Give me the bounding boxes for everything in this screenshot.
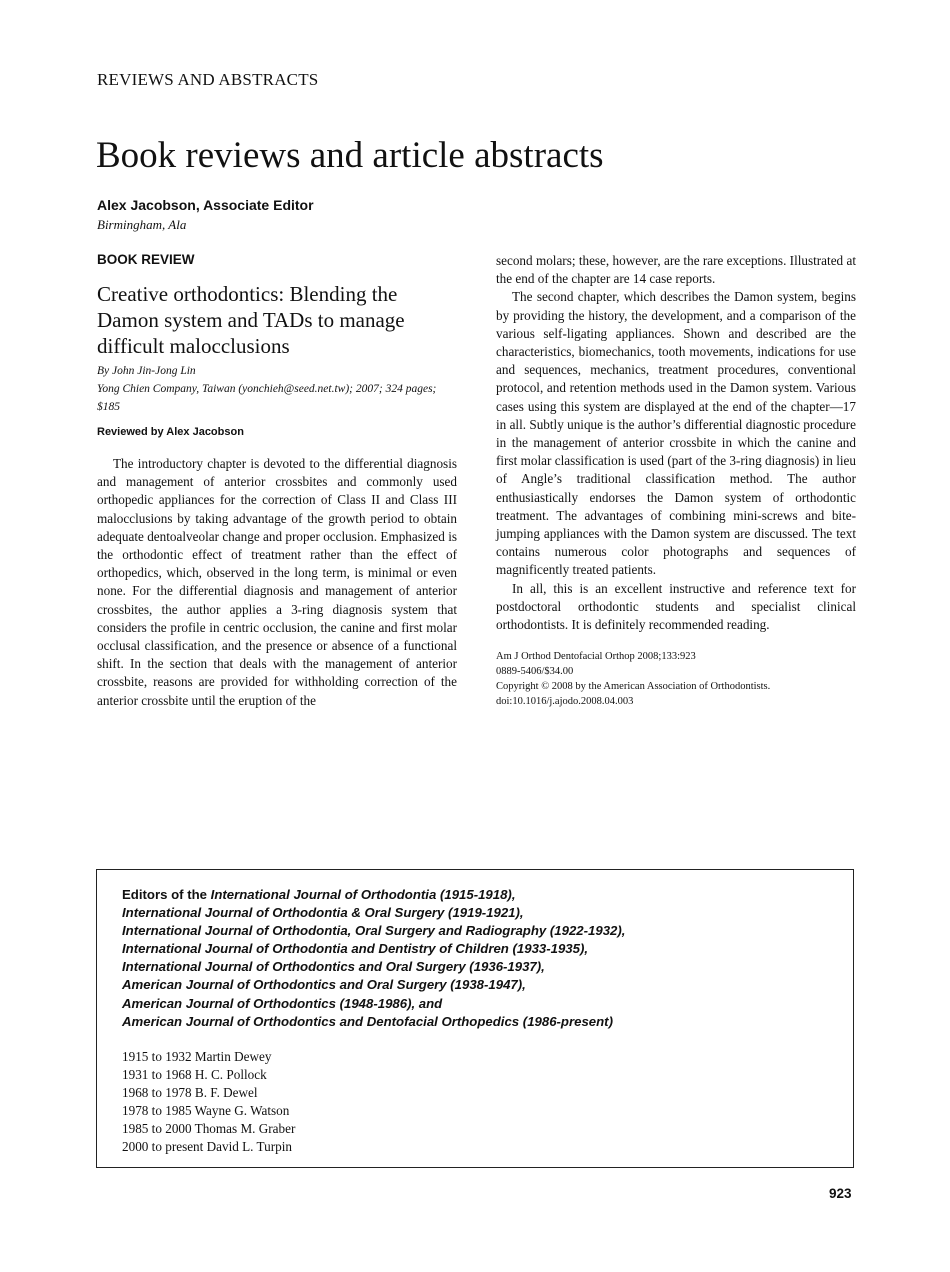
- citation-journal: Am J Orthod Dentofacial Orthop 2008;133:923: [496, 651, 696, 663]
- associate-editor: Alex Jacobson, Associate Editor: [97, 197, 314, 213]
- review-paragraph: second molars; these, however, are the rare exceptions. Illustrated at the end of the chapter are 14 case reports.: [496, 253, 856, 287]
- journal-name: International Journal of Orthodontia & Oral Surgery (1919-1921),: [122, 905, 524, 921]
- editor-entry: 1978 to 1985 Wayne G. Watson: [122, 1103, 290, 1119]
- book-review-label: BOOK REVIEW: [97, 252, 195, 267]
- review-paragraph: In all, this is an excellent instructive and reference text for postdoctoral orthodontic students and specialist clinical orthodontists. It is definitely recommended reading.: [496, 580, 856, 633]
- editors-intro: Editors of the: [122, 887, 211, 902]
- editor-entry: 1968 to 1978 B. F. Dewel: [122, 1085, 258, 1101]
- book-author: By John Jin-Jong Lin: [97, 365, 196, 377]
- citation-block: [496, 650, 856, 709]
- right-column: [496, 252, 856, 709]
- page-title: Book reviews and article abstracts: [96, 135, 604, 176]
- journal-name: International Journal of Orthodontics and Oral Surgery (1936-1937),: [122, 959, 545, 975]
- review-paragraph: The second chapter, which describes the Damon system, begins by providing the history, the development, and a comparison of the various self-ligating appliances. Shown and described are the characteristics, biomechanics, tooth movements, indications for use and sequences, mechanics, treatment procedures, conventional protocol, and retention methods used in the Damon system. Various cases using this system are displayed at the end of the chapter—17 in all. Subtly unique is the author’s differential diagnostic procedure in the management of anterior crossbite in which the canine and first molar classification is used (part of the 3-ring diagnosis) in lieu of Angle’s traditional classification method. The author enthusiastically endorses the Damon system of orthodontic treatment. The advantages of combining mini-screws and bite-jumping appliances with the Damon system are discussed. The text contains numerous color photographs and sequences of magnificently treated patients.: [496, 289, 856, 578]
- editor-entry: 1985 to 2000 Thomas M. Graber: [122, 1121, 296, 1137]
- journal-name: International Journal of Orthodontia and Dentistry of Children (1933-1935),: [122, 941, 589, 957]
- journal-name: American Journal of Orthodontics (1948-1986), and: [122, 995, 443, 1011]
- editor-entry: 1931 to 1968 H. C. Pollock: [122, 1067, 267, 1083]
- journal-name: International Journal of Orthodontia, Oral Surgery and Radiography (1922-1932),: [122, 923, 626, 939]
- journal-history-list: [122, 886, 625, 1031]
- section-heading: REVIEWS AND ABSTRACTS: [97, 70, 319, 89]
- editor-location: Birmingham, Ala: [97, 217, 187, 232]
- book-publisher-info: Yong Chien Company, Taiwan (yonchieh@seed.net.tw); 2007; 324 pages; $185: [97, 383, 437, 413]
- citation-doi: doi:10.1016/j.ajodo.2008.04.003: [496, 695, 634, 707]
- journal-name: International Journal of Orthodontia (1915-1918),: [210, 887, 516, 902]
- left-column: [97, 252, 457, 710]
- review-paragraph: The introductory chapter is devoted to the differential diagnosis and management of anterior crossbites and commonly used orthopedic appliances for the correction of Class II and Class III malocclusions by taking advantage of the growth period to obtain adequate dentoalveolar change and proper occlusion. Emphasized is the orthodontic effect of treatment rather than the effect of orthopedics, which, observed in the long term, is minimal or even none. For the differential diagnosis and management of anterior crossbites, the author applies a 3-ring diagnosis system that considers the profile in centric occlusion, the canine and first molar occlusal classification, and the presence or absence of a functional shift. In the section that deals with the management of anterior crossbite, reasons are provided for withholding correction of the anterior crossbite until the eruption of the: [97, 456, 457, 708]
- citation-issn: 0889-5406/$34.00: [496, 666, 574, 678]
- editors-box: [96, 869, 854, 1168]
- editor-entry: 1915 to 1932 Martin Dewey: [122, 1049, 272, 1064]
- reviewer: Reviewed by Alex Jacobson: [97, 426, 244, 438]
- journal-line: [122, 886, 625, 904]
- journal-name: American Journal of Orthodontics and Oral Surgery (1938-1947),: [122, 977, 526, 993]
- editors-list: [122, 1048, 295, 1157]
- page-number: 923: [829, 1186, 852, 1201]
- citation-copyright: Copyright © 2008 by the American Association of Orthodontists.: [496, 680, 771, 692]
- editor-entry: 2000 to present David L. Turpin: [122, 1139, 292, 1155]
- book-title: Creative orthodontics: Blending the Damon system and TADs to manage difficult malocclusions: [97, 282, 405, 358]
- journal-name: American Journal of Orthodontics and Dentofacial Orthopedics (1986-present): [122, 1013, 613, 1029]
